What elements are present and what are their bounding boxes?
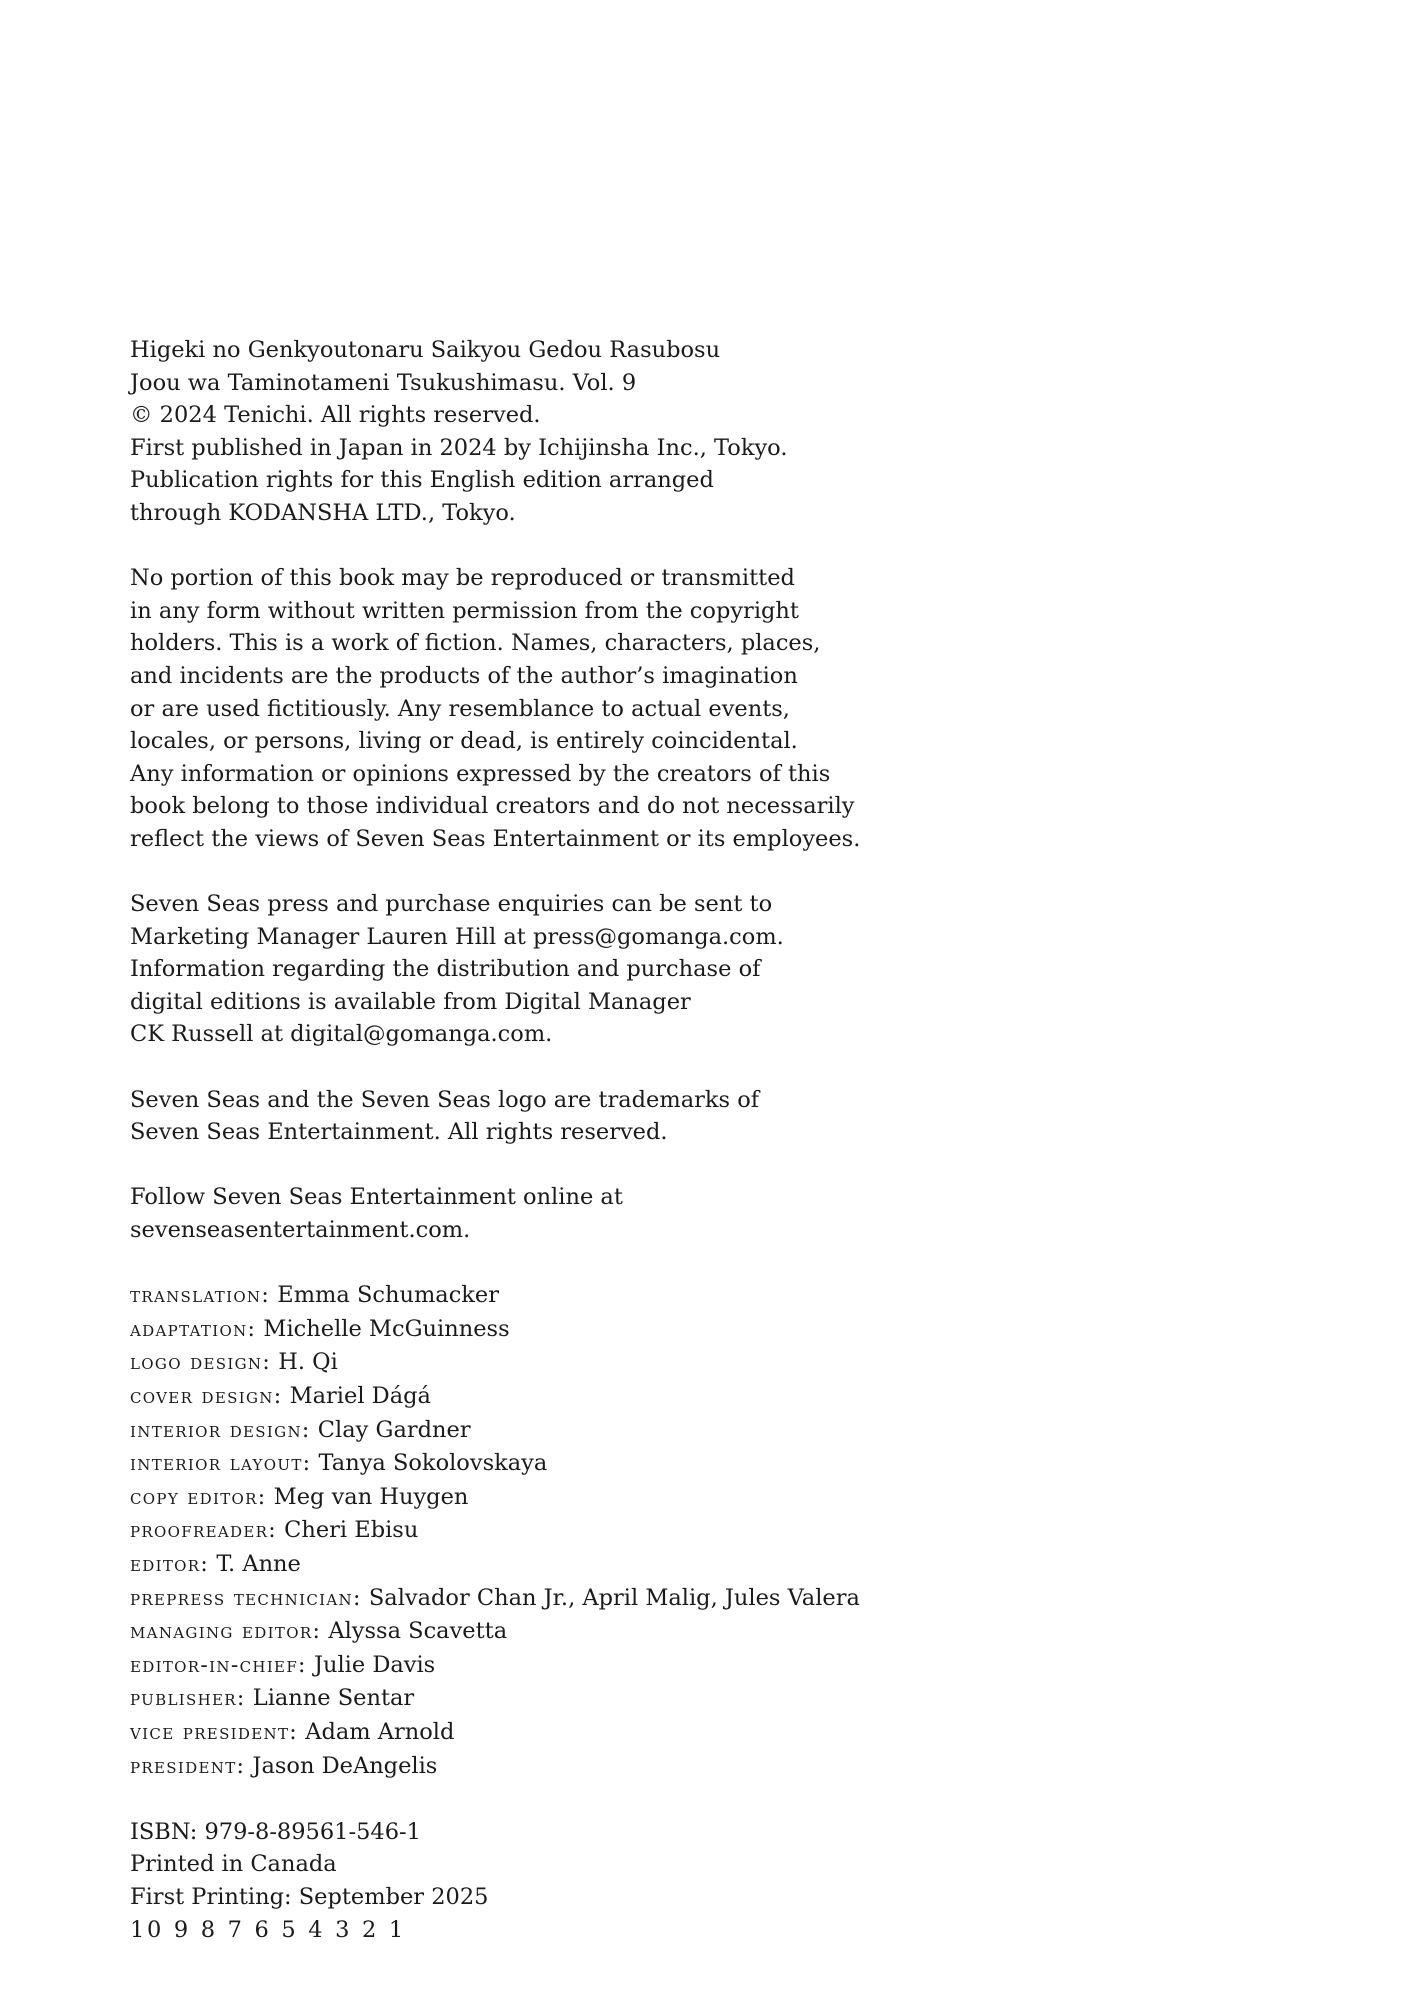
printed-in: Printed in Canada xyxy=(130,1851,337,1878)
credit-cover-design xyxy=(130,1380,1330,1414)
credit-role: editor: xyxy=(130,1551,210,1577)
credit-name: Michelle McGuinness xyxy=(263,1315,510,1342)
credit-role: editor-in-chief: xyxy=(130,1652,307,1678)
trademark-line: Seven Seas and the Seven Seas logo are trademarks of xyxy=(130,1086,760,1113)
credit-prepress-technician xyxy=(130,1582,1330,1616)
credit-proofreader xyxy=(130,1514,1330,1548)
follow-line: Follow Seven Seas Entertainment online at xyxy=(130,1184,623,1211)
credit-translation xyxy=(130,1279,1330,1313)
credit-interior-design xyxy=(130,1414,1330,1448)
credit-name: Cheri Ebisu xyxy=(284,1517,419,1544)
original-title-line-1: Higeki no Genkyoutonaru Saikyou Gedou Rasubosu xyxy=(130,337,721,363)
credits-list xyxy=(130,1279,1330,1783)
credit-role: copy editor: xyxy=(130,1484,267,1510)
contact-line: Information regarding the distribution and purchase of xyxy=(130,956,761,983)
credit-role: cover design: xyxy=(130,1384,283,1409)
follow-paragraph xyxy=(130,1181,1330,1246)
disclaimer-line: No portion of this book may be reproduced or transmitted xyxy=(130,565,795,592)
publication-rights-line-2: through KODANSHA LTD., Tokyo. xyxy=(130,499,516,526)
disclaimer-line: in any form without written permission from the copyright xyxy=(130,597,799,624)
credit-name: Mariel Dágá xyxy=(289,1383,431,1409)
disclaimer-paragraph xyxy=(130,562,1330,855)
credit-publisher xyxy=(130,1682,1330,1716)
first-published-line: First published in Japan in 2024 by Ichijinsha Inc., Tokyo. xyxy=(130,434,788,461)
credit-president xyxy=(130,1750,1330,1784)
credit-name: Julie Davis xyxy=(313,1651,436,1678)
contact-line: CK Russell at digital@gomanga.com. xyxy=(130,1021,553,1048)
disclaimer-line: and incidents are the products of the author’s imagination xyxy=(130,662,798,689)
credit-name: Lianne Sentar xyxy=(252,1685,415,1712)
credit-role: logo design: xyxy=(130,1350,272,1376)
original-title-line-2: Joou wa Taminotameni Tsukushimasu. Vol. 9 xyxy=(130,369,637,396)
credit-role: proofreader: xyxy=(130,1518,277,1544)
credit-editor xyxy=(130,1548,1330,1582)
credit-interior-layout xyxy=(130,1447,1330,1481)
credit-adaptation xyxy=(130,1313,1330,1347)
disclaimer-line: or are used fictitiously. Any resemblance to actual events, xyxy=(130,695,790,722)
credit-role: publisher: xyxy=(130,1686,246,1712)
credit-name: Emma Schumacker xyxy=(277,1282,499,1309)
contact-line: digital editions is available from Digital Manager xyxy=(130,988,691,1015)
credit-logo-design xyxy=(130,1346,1330,1380)
credit-name: Salvador Chan Jr., April Malig, Jules Valera xyxy=(368,1584,860,1611)
printing-info xyxy=(130,1816,1330,1946)
publication-rights-line-1: Publication rights for this English edition arranged xyxy=(130,467,714,494)
contact-line: Marketing Manager Lauren Hill at press@gomanga.com. xyxy=(130,923,784,950)
disclaimer-line: Any information or opinions expressed by the creators of this xyxy=(130,760,831,787)
disclaimer-line: book belong to those individual creators and do not necessarily xyxy=(130,793,855,820)
disclaimer-line: reflect the views of Seven Seas Entertainment or its employees. xyxy=(130,825,861,852)
isbn: ISBN: 979-8-89561-546-1 xyxy=(130,1818,421,1845)
copyright-notice: © 2024 Tenichi. All rights reserved. xyxy=(130,402,541,429)
credit-role: vice president: xyxy=(130,1719,299,1745)
credit-role: president: xyxy=(130,1753,246,1779)
credit-name: Jason DeAngelis xyxy=(252,1752,438,1779)
credit-name: Meg van Huygen xyxy=(273,1483,469,1510)
credit-role: interior design: xyxy=(130,1417,311,1443)
contact-paragraph xyxy=(130,888,1330,1051)
credit-role: adaptation: xyxy=(130,1316,257,1342)
credit-role: translation: xyxy=(130,1283,271,1309)
credit-name: Tanya Sokolovskaya xyxy=(318,1450,548,1477)
first-printing: First Printing: September 2025 xyxy=(130,1883,489,1910)
credit-name: Clay Gardner xyxy=(317,1416,471,1443)
credit-role: interior layout: xyxy=(130,1451,312,1477)
credit-vice-president xyxy=(130,1716,1330,1750)
trademark-paragraph xyxy=(130,1084,1330,1149)
website-line: sevenseasentertainment.com. xyxy=(130,1217,471,1244)
credit-editor-in-chief xyxy=(130,1649,1330,1683)
credit-name: Alyssa Scavetta xyxy=(328,1618,508,1645)
credit-role: prepress technician: xyxy=(130,1585,362,1611)
credit-managing-editor xyxy=(130,1615,1330,1649)
credit-name: Adam Arnold xyxy=(305,1718,455,1745)
rights-paragraph xyxy=(130,334,1330,530)
trademark-line: Seven Seas Entertainment. All rights reserved. xyxy=(130,1119,668,1146)
copyright-page xyxy=(130,334,1330,1946)
credit-copy-editor xyxy=(130,1481,1330,1515)
credit-name: T. Anne xyxy=(216,1550,301,1577)
disclaimer-line: locales, or persons, living or dead, is entirely coincidental. xyxy=(130,728,798,755)
credit-name: H. Qi xyxy=(278,1349,338,1376)
contact-line: Seven Seas press and purchase enquiries can be sent to xyxy=(130,891,773,918)
credit-role: managing editor: xyxy=(130,1619,322,1645)
disclaimer-line: holders. This is a work of fiction. Names, characters, places, xyxy=(130,630,821,657)
printing-number-line: 10 9 8 7 6 5 4 3 2 1 xyxy=(130,1916,406,1943)
